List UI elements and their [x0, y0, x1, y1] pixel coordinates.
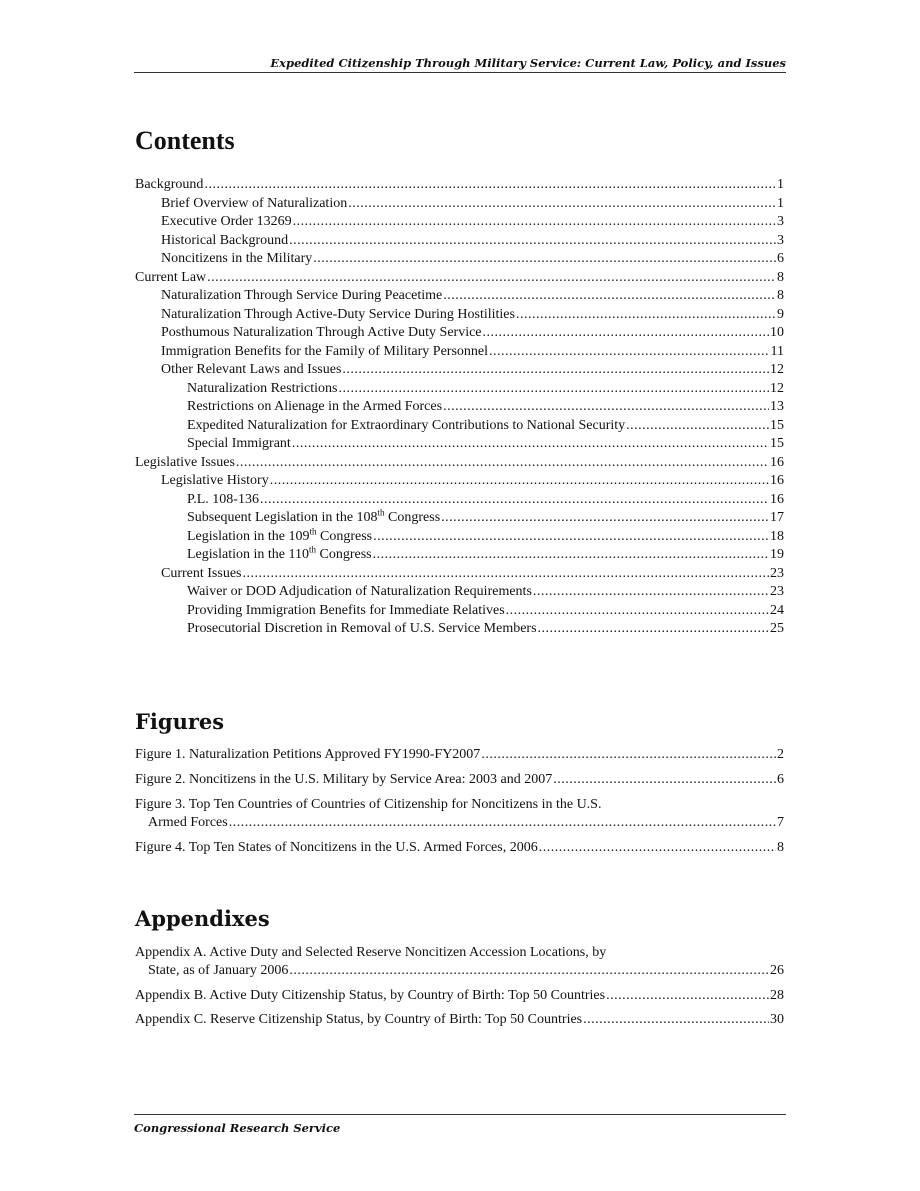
toc-entry-text: Providing Immigration Benefits for Immediate Relatives: [187, 602, 505, 618]
dot-leader: [229, 814, 776, 833]
toc-entry-text: Expedited Naturalization for Extraordinary Contributions to National Security: [187, 417, 626, 433]
toc-entry-text: Waiver or DOD Adjudication of Naturalization Requirements: [187, 584, 532, 599]
toc-page-number: 19: [770, 547, 784, 562]
toc-page-number: 3: [777, 214, 784, 229]
toc-entry-text: Other Relevant Laws and Issues: [161, 362, 342, 377]
running-footer: Congressional Research Service: [134, 1114, 786, 1135]
toc-entry-superscript: th: [308, 544, 316, 555]
dot-leader: [489, 343, 770, 362]
figure-page-number: 8: [777, 839, 784, 855]
toc-entry-text: Legislation in the 110: [187, 547, 309, 562]
figures-heading: Figures: [135, 709, 225, 734]
toc-entry-title: [135, 176, 203, 195]
appendix-page-number: 28: [770, 987, 784, 1003]
contents-heading: Contents: [135, 126, 235, 155]
toc-entry-text: Executive Order 13269: [161, 214, 292, 229]
dot-leader: [483, 324, 769, 343]
dot-leader: [516, 306, 776, 325]
dot-leader: [583, 1011, 769, 1030]
toc-page-number: 16: [770, 454, 784, 470]
dot-leader: [293, 213, 776, 232]
dot-leader: [506, 602, 769, 621]
toc-page-number: 8: [777, 288, 784, 303]
toc-page-number: 17: [770, 510, 784, 525]
toc-entry[interactable]: [135, 269, 784, 288]
toc-entry-title: [187, 398, 442, 417]
toc-entry-title: [161, 361, 341, 380]
figure-entry[interactable]: [135, 795, 784, 833]
toc-entry[interactable]: [135, 565, 784, 584]
toc-entry[interactable]: [135, 324, 784, 343]
dot-leader: [533, 583, 769, 602]
appendix-entry-line: [135, 1011, 784, 1030]
toc-entry[interactable]: [135, 343, 784, 362]
appendix-entry-continuation: [135, 962, 784, 981]
toc-entry-text: Posthumous Naturalization Through Active Duty Service: [161, 325, 482, 340]
toc-entry-text: Naturalization Through Service During Peacetime: [161, 288, 443, 303]
toc-entry-text-after: Congress: [315, 547, 372, 562]
toc-entry[interactable]: [135, 195, 784, 214]
toc-entry-title: [187, 583, 532, 602]
figures-list: [135, 746, 784, 863]
toc-entry-title: [161, 324, 482, 343]
toc-entry-text: Legislative Issues: [135, 454, 235, 470]
toc-entry-text: Historical Background: [161, 232, 289, 248]
toc-entry-title: [187, 525, 373, 547]
toc-entry-text: Brief Overview of Naturalization: [161, 195, 348, 211]
running-header: Expedited Citizenship Through Military Service: Current Law, Policy, and Issues: [134, 56, 786, 73]
dot-leader: [626, 417, 769, 436]
toc-entry[interactable]: [135, 620, 784, 639]
appendixes-list: [135, 943, 784, 1036]
appendix-entry-title: Appendix C. Reserve Citizenship Status, by Country of Birth: Top 50 Countries: [135, 1012, 583, 1027]
contents-list: [135, 176, 784, 639]
appendix-entry-line: [135, 987, 784, 1006]
appendix-entry[interactable]: [135, 1011, 784, 1030]
toc-entry[interactable]: [135, 435, 784, 454]
toc-entry-text: Legislation in the 109: [187, 528, 310, 544]
toc-page-number: 12: [770, 362, 784, 377]
toc-page-number: 10: [770, 325, 784, 340]
dot-leader: [443, 287, 776, 306]
toc-entry-text: Subsequent Legislation in the 108: [187, 510, 378, 525]
toc-entry-text: Special Immigrant: [187, 436, 291, 451]
toc-entry-text: Background: [135, 177, 204, 192]
figure-entry-line: [135, 839, 784, 858]
toc-page-number: 23: [770, 565, 784, 581]
toc-entry-text: Naturalization Restrictions: [187, 380, 338, 396]
toc-page-number: 23: [770, 584, 784, 599]
dot-leader: [243, 565, 770, 584]
dot-leader: [313, 250, 776, 269]
toc-entry-title: [161, 343, 488, 362]
dot-leader: [236, 454, 769, 473]
dot-leader: [606, 987, 769, 1006]
appendix-page-number: 30: [770, 1012, 784, 1027]
toc-entry-text: Current Law: [135, 269, 207, 285]
figure-entry-title: Figure 2. Noncitizens in the U.S. Military by Service Area: 2003 and 2007: [135, 771, 553, 787]
toc-entry[interactable]: [135, 287, 784, 306]
toc-entry-title: [187, 491, 259, 510]
toc-entry-title: [161, 287, 442, 306]
toc-entry[interactable]: [135, 250, 784, 269]
toc-entry[interactable]: [135, 361, 784, 380]
toc-entry-text: Naturalization Through Active-Duty Service During Hostilities: [161, 306, 515, 322]
appendix-entry-title-cont: State, as of January 2006: [148, 963, 289, 978]
toc-entry-title: [187, 435, 291, 454]
toc-entry-text: Current Issues: [161, 565, 242, 581]
toc-entry[interactable]: [135, 176, 784, 195]
figure-page-number: 7: [777, 815, 784, 830]
toc-page-number: 15: [770, 417, 784, 433]
toc-entry[interactable]: [135, 472, 784, 491]
dot-leader: [270, 472, 769, 491]
toc-entry-title: [161, 472, 269, 491]
toc-page-number: 8: [777, 269, 784, 285]
figure-entry-title-cont: Armed Forces: [148, 815, 228, 830]
toc-page-number: 9: [777, 306, 784, 322]
appendix-entry[interactable]: [135, 987, 784, 1006]
appendix-page-number: 26: [770, 963, 784, 978]
toc-entry-text: Restrictions on Alienage in the Armed Forces: [187, 399, 443, 414]
toc-entry-title: [161, 306, 515, 325]
appendix-entry-title: Appendix B. Active Duty Citizenship Status, by Country of Birth: Top 50 Countries: [135, 987, 606, 1003]
figure-entry-line: [135, 746, 784, 765]
toc-entry[interactable]: [135, 232, 784, 251]
toc-entry[interactable]: [135, 602, 784, 621]
toc-entry-text-after: Congress: [384, 510, 441, 525]
toc-entry-title: [187, 417, 625, 436]
toc-page-number: 3: [777, 232, 784, 248]
dot-leader: [348, 195, 776, 214]
toc-page-number: 16: [770, 473, 784, 488]
figure-entry-line: [135, 771, 784, 790]
dot-leader: [342, 361, 769, 380]
toc-entry-text: Prosecutorial Discretion in Removal of U.S. Service Members: [187, 621, 537, 636]
dot-leader: [553, 771, 776, 790]
toc-entry[interactable]: [135, 306, 784, 325]
dot-leader: [373, 546, 769, 565]
toc-entry-title: [161, 213, 292, 232]
toc-entry-superscript: th: [309, 525, 317, 536]
toc-page-number: 15: [770, 436, 784, 451]
toc-entry[interactable]: [135, 454, 784, 473]
toc-entry-title: [135, 269, 206, 288]
figure-entry[interactable]: [135, 839, 784, 858]
appendix-entry[interactable]: [135, 943, 784, 981]
figure-entry-title: Figure 4. Top Ten States of Noncitizens in the U.S. Armed Forces, 2006: [135, 839, 538, 855]
toc-page-number: 6: [777, 251, 784, 266]
figure-entry-title: Figure 3. Top Ten Countries of Countries of Citizenship for Noncitizens in the U.S.: [135, 797, 602, 812]
toc-page-number: 11: [770, 343, 784, 359]
toc-entry[interactable]: [135, 398, 784, 417]
toc-entry-title: [161, 250, 312, 269]
figure-entry[interactable]: [135, 746, 784, 765]
toc-entry-title: [187, 620, 537, 639]
toc-entry-text: Immigration Benefits for the Family of Military Personnel: [161, 343, 488, 359]
dot-leader: [207, 269, 776, 288]
toc-entry-title: [161, 565, 242, 584]
toc-entry[interactable]: [135, 546, 784, 565]
figure-page-number: 2: [777, 747, 784, 762]
dot-leader: [338, 380, 769, 399]
dot-leader: [260, 491, 769, 510]
toc-page-number: 12: [770, 380, 784, 396]
dot-leader: [289, 962, 769, 981]
toc-entry-text: Legislative History: [161, 473, 269, 488]
appendixes-heading: Appendixes: [135, 906, 270, 931]
toc-entry[interactable]: [135, 509, 784, 528]
dot-leader: [441, 509, 769, 528]
toc-entry[interactable]: [135, 417, 784, 436]
dot-leader: [204, 176, 776, 195]
toc-entry[interactable]: [135, 491, 784, 510]
figure-entry-title: Figure 1. Naturalization Petitions Approved FY1990-FY2007: [135, 747, 481, 762]
toc-page-number: 13: [770, 399, 784, 414]
dot-leader: [292, 435, 769, 454]
figure-entry[interactable]: [135, 771, 784, 790]
toc-entry-title: [135, 454, 235, 473]
toc-entry-title: [187, 380, 337, 399]
figure-page-number: 6: [777, 771, 784, 787]
toc-page-number: 25: [770, 621, 784, 636]
toc-entry-title: [187, 546, 372, 565]
toc-entry[interactable]: [135, 380, 784, 399]
toc-page-number: 1: [777, 195, 784, 211]
toc-entry-text: P.L. 108-136: [187, 491, 259, 507]
toc-page-number: 24: [770, 602, 784, 618]
toc-entry[interactable]: [135, 213, 784, 232]
toc-entry-title: [187, 509, 440, 528]
toc-entry-title: [161, 195, 347, 214]
dot-leader: [443, 398, 769, 417]
toc-entry-text: Noncitizens in the Military: [161, 251, 313, 266]
toc-entry-title: [161, 232, 288, 251]
figure-entry-continuation: [135, 814, 784, 833]
toc-page-number: 1: [777, 177, 784, 192]
dot-leader: [481, 746, 776, 765]
toc-page-number: 18: [770, 528, 784, 544]
toc-entry[interactable]: [135, 525, 784, 547]
toc-page-number: 16: [770, 491, 784, 507]
toc-entry-title: [187, 602, 505, 621]
dot-leader: [289, 232, 776, 251]
toc-entry-text-after: Congress: [316, 528, 373, 544]
toc-entry[interactable]: [135, 583, 784, 602]
toc-entry-superscript: th: [377, 507, 385, 518]
dot-leader: [373, 528, 769, 547]
dot-leader: [539, 839, 776, 858]
dot-leader: [538, 620, 769, 639]
appendix-entry-title: Appendix A. Active Duty and Selected Reserve Noncitizen Accession Locations, by: [135, 945, 607, 960]
